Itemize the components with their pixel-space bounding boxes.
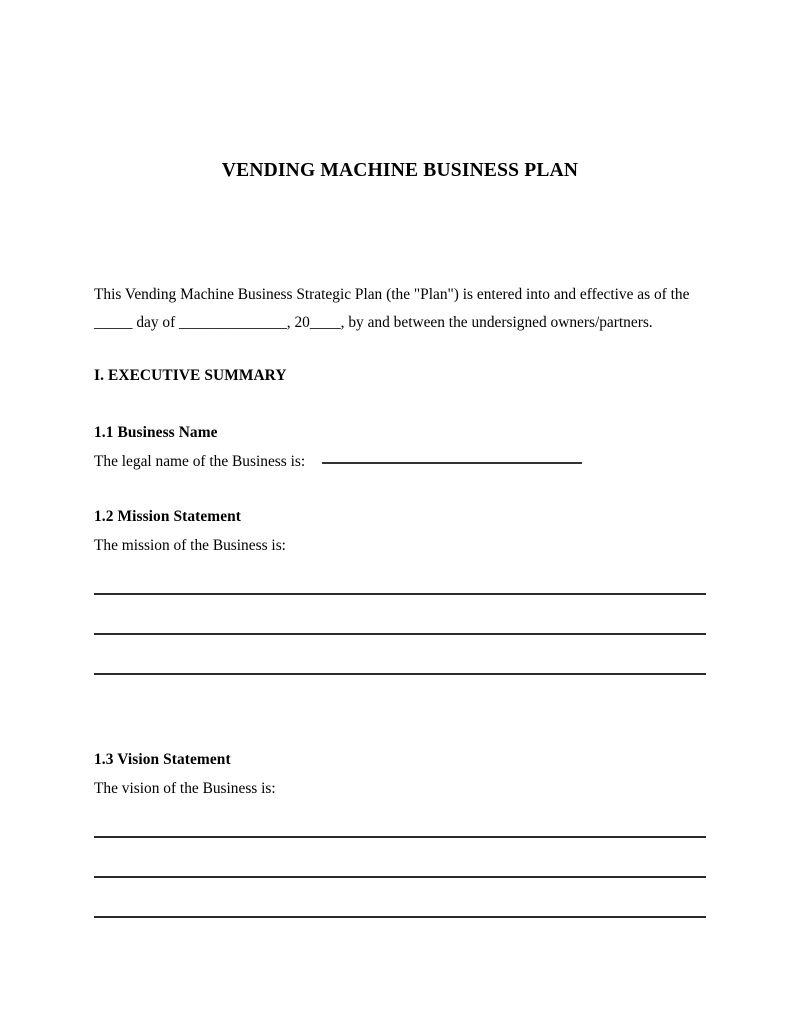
intro-paragraph xyxy=(94,281,706,337)
prompt-business-name: The legal name of the Business is: xyxy=(94,453,306,470)
intro-paragraph-line-1: This Vending Machine Business Strategic Plan (the "Plan") is entered into and effective as of the xyxy=(94,286,690,303)
fill-in-line-vision-1[interactable] xyxy=(94,836,706,838)
fill-in-line-mission-2[interactable] xyxy=(94,633,706,635)
subsection-heading-business-name: 1.1 Business Name xyxy=(94,424,218,441)
fill-in-line-mission-1[interactable] xyxy=(94,593,706,595)
fill-in-line-vision-3[interactable] xyxy=(94,916,706,918)
fill-in-line-vision-2[interactable] xyxy=(94,876,706,878)
fill-in-line-mission-3[interactable] xyxy=(94,673,706,675)
prompt-mission-statement: The mission of the Business is: xyxy=(94,537,286,554)
intro-paragraph-line-2: _____ day of ______________, 20____, by and between the undersigned owners/partners. xyxy=(94,314,653,331)
page-title: VENDING MACHINE BUSINESS PLAN xyxy=(221,160,579,181)
subsection-heading-mission-statement: 1.2 Mission Statement xyxy=(94,508,242,525)
prompt-vision-statement: The vision of the Business is: xyxy=(94,780,276,797)
fill-in-line-business-name[interactable] xyxy=(322,462,582,464)
subsection-heading-vision-statement: 1.3 Vision Statement xyxy=(94,751,231,768)
section-heading-executive-summary: I. EXECUTIVE SUMMARY xyxy=(94,367,287,384)
